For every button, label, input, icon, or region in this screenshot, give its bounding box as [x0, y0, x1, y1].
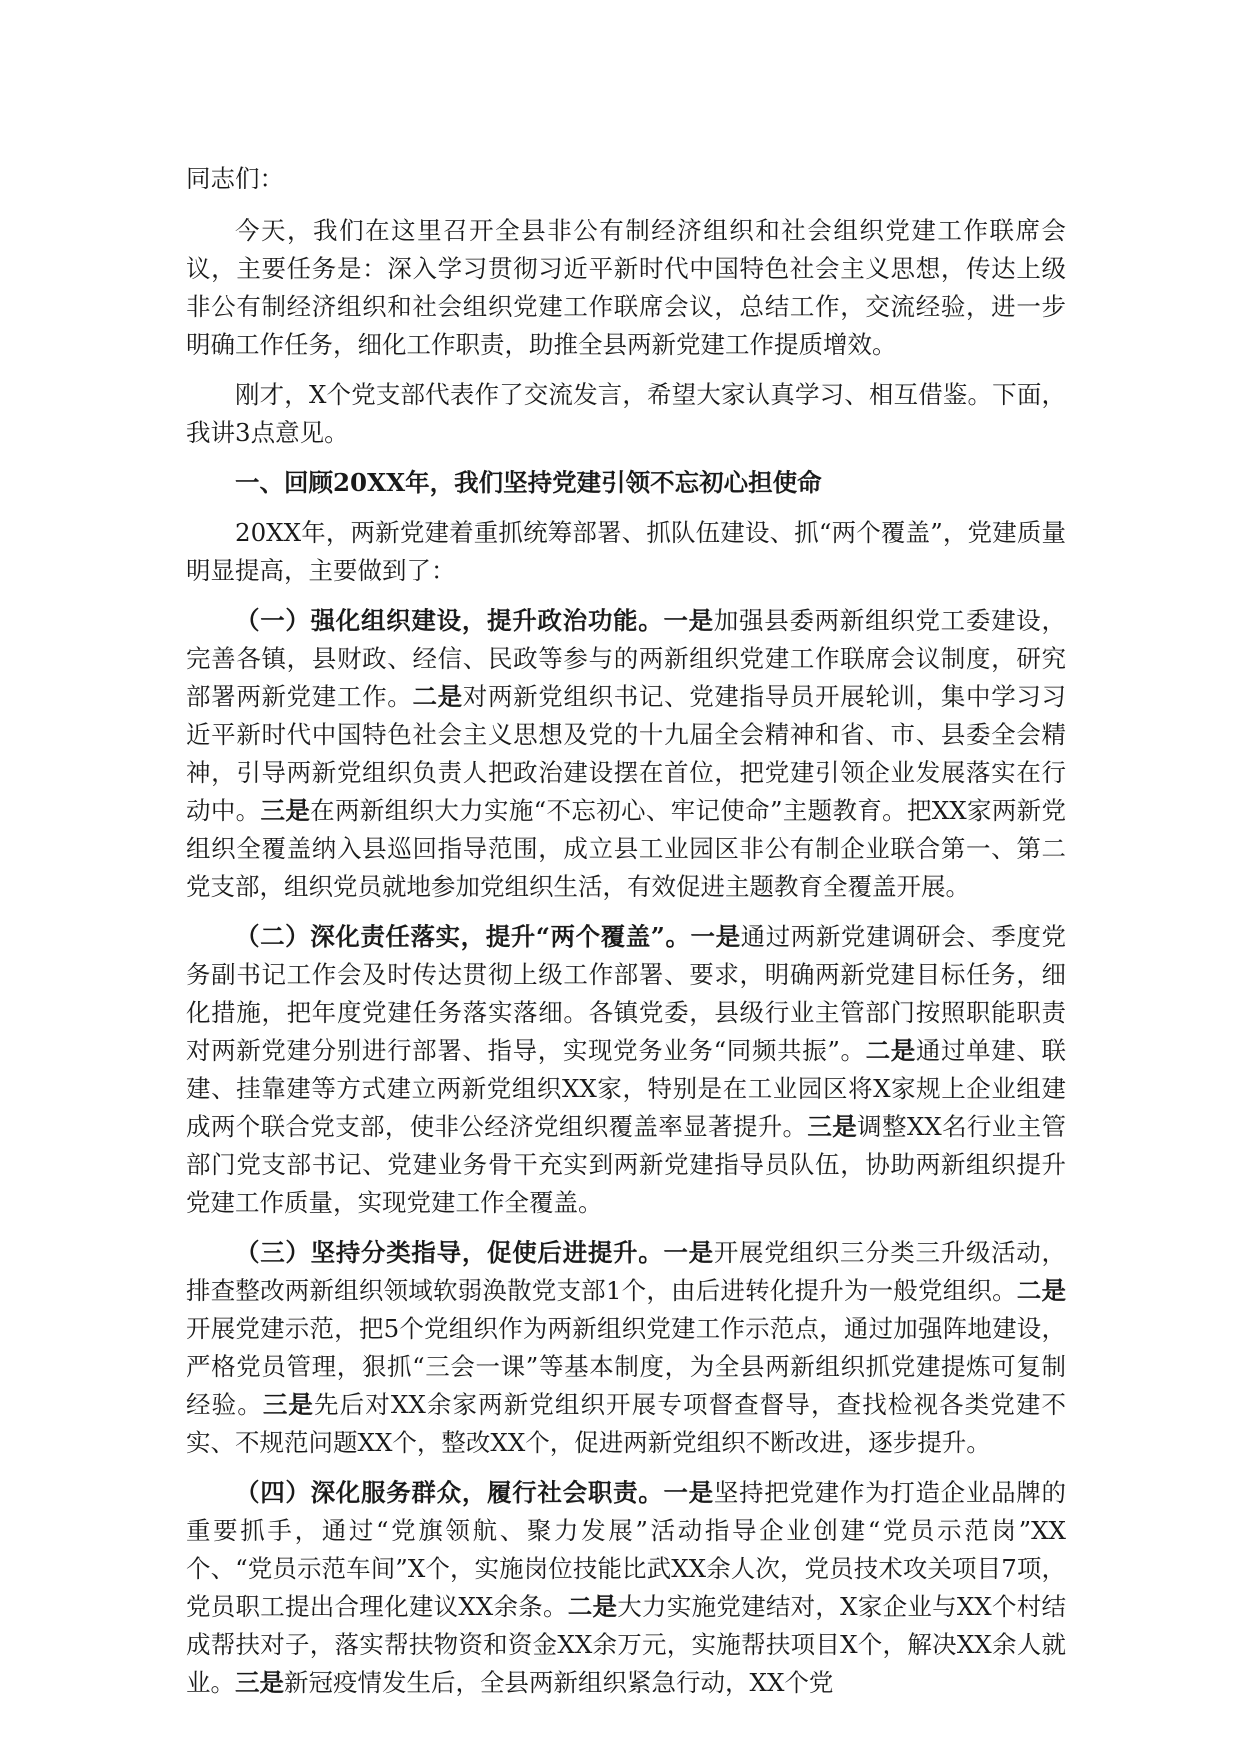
- point-text: 加强县委两新组织党工委建设，完善各镇，县财政、经信、民政等参与的两新组织党建工作联席会议制度，研究部署两新党建工作。: [186, 606, 1066, 711]
- point-text: 大力实施党建结对，X家企业与XX个村结成帮扶对子，落实帮扶物资和资金XX余万元，实施帮扶项目X个，解决XX余人就业。: [186, 1592, 1067, 1697]
- point-marker: 二是: [1016, 1276, 1066, 1305]
- point-text: 坚持把党建作为打造企业品牌的重要抓手，通过“党旗领航、聚力发展”活动指导企业创建“党员示范岗”XX个、“党员示范车间”X个，实施岗位技能比武XX余人次，党员技术攻关项目7项，党员职工提出合理化建议XX余条。: [186, 1478, 1066, 1621]
- point-text: 通过单建、联建、挂靠建等方式建立两新党组织XX家，特别是在工业园区将X家规上企业组建成两个联合党支部，使非公经济党组织覆盖率显著提升。: [186, 1036, 1067, 1141]
- point-text: 在两新组织大力实施“不忘初心、牢记使命”主题教育。把XX家两新党组织全覆盖纳入县巡回指导范围，成立县工业园区非公有制企业联合第一、第二党支部，组织党员就地参加党组织生活，有效促进主题教育全覆盖开展。: [186, 796, 1067, 901]
- intro-paragraph-2: 刚才，X个党支部代表作了交流发言，希望大家认真学习、相互借鉴。下面，我讲3点意见。: [186, 380, 1066, 447]
- subheading: （一）强化组织建设，提升政治功能。: [235, 606, 664, 635]
- point-text: 开展党组织三分类三升级活动，排查整改两新组织领域软弱涣散党支部1个，由后进转化提升为一般党组织。: [186, 1238, 1066, 1305]
- point-text: 先后对XX余家两新党组织开展专项督查督导，查找检视各类党建不实、不规范问题XX个，整改XX个，促进两新党组织不断改进，逐步提升。: [186, 1390, 1066, 1457]
- body-paragraph-1: [186, 602, 1066, 906]
- point-marker: 二是: [412, 682, 463, 711]
- salutation: 同志们：: [186, 164, 284, 193]
- point-text: 通过两新党建调研会、季度党务副书记工作会及时传达贯彻上级工作部署、要求，明确两新党建目标任务，细化措施，把年度党建任务落实落细。各镇党委，县级行业主管部门按照职能职责对两新党建分别进行部署、指导，实现党务业务“同频共振”。: [186, 922, 1066, 1065]
- point-marker: 三是: [260, 796, 311, 825]
- point-marker: 一是: [663, 1478, 714, 1507]
- point-text: 开展党建示范，把5个党组织作为两新组织党建工作示范点，通过加强阵地建设，严格党员管理，狠抓“三会一课”等基本制度，为全县两新组织抓党建提炼可复制经验。: [186, 1314, 1066, 1419]
- body-paragraph-4: [186, 1474, 1066, 1702]
- point-marker: 二是: [567, 1592, 618, 1621]
- body-paragraph-3: [186, 1234, 1066, 1462]
- point-marker: 三是: [262, 1390, 315, 1419]
- section-heading: 一、回顾20XX年，我们坚持党建引领不忘初心担使命: [235, 468, 822, 497]
- subheading: （二）深化责任落实，提升“两个覆盖”。: [235, 922, 691, 951]
- point-text: 调整XX名行业主管部门党支部书记、党建业务骨干充实到两新党建指导员队伍，协助两新组织提升党建工作质量，实现党建工作全覆盖。: [186, 1112, 1067, 1217]
- body-paragraph-2: [186, 918, 1066, 1222]
- point-text: 对两新党组织书记、党建指导员开展轮训，集中学习习近平新时代中国特色社会主义思想及党的十九届全会精神和省、市、县委全会精神，引导两新党组织负责人把政治建设摆在首位，把党建引领企业发展落实在行动中。: [186, 682, 1067, 825]
- document-page: [186, 160, 1066, 1714]
- subheading: （四）深化服务群众，履行社会职责。: [235, 1478, 664, 1507]
- point-marker: 二是: [865, 1036, 916, 1065]
- point-marker: 三是: [807, 1112, 858, 1141]
- section-intro: 20XX年，两新党建着重抓统筹部署、抓队伍建设、抓“两个覆盖”，党建质量明显提高，主要做到了：: [186, 518, 1066, 585]
- point-marker: 一是: [663, 1238, 714, 1267]
- point-marker: 一是: [663, 606, 714, 635]
- subheading: （三）坚持分类指导，促使后进提升。: [235, 1238, 664, 1267]
- point-marker: 一是: [690, 922, 741, 951]
- point-marker: 三是: [235, 1668, 284, 1697]
- intro-paragraph: 今天，我们在这里召开全县非公有制经济组织和社会组织党建工作联席会议，主要任务是：深入学习贯彻习近平新时代中国特色社会主义思想，传达上级非公有制经济组织和社会组织党建工作联席会议，总结工作，交流经验，进一步明确工作任务，细化工作职责，助推全县两新党建工作提质增效。: [186, 216, 1066, 359]
- point-text: 新冠疫情发生后，全县两新组织紧急行动，XX个党: [284, 1668, 834, 1697]
